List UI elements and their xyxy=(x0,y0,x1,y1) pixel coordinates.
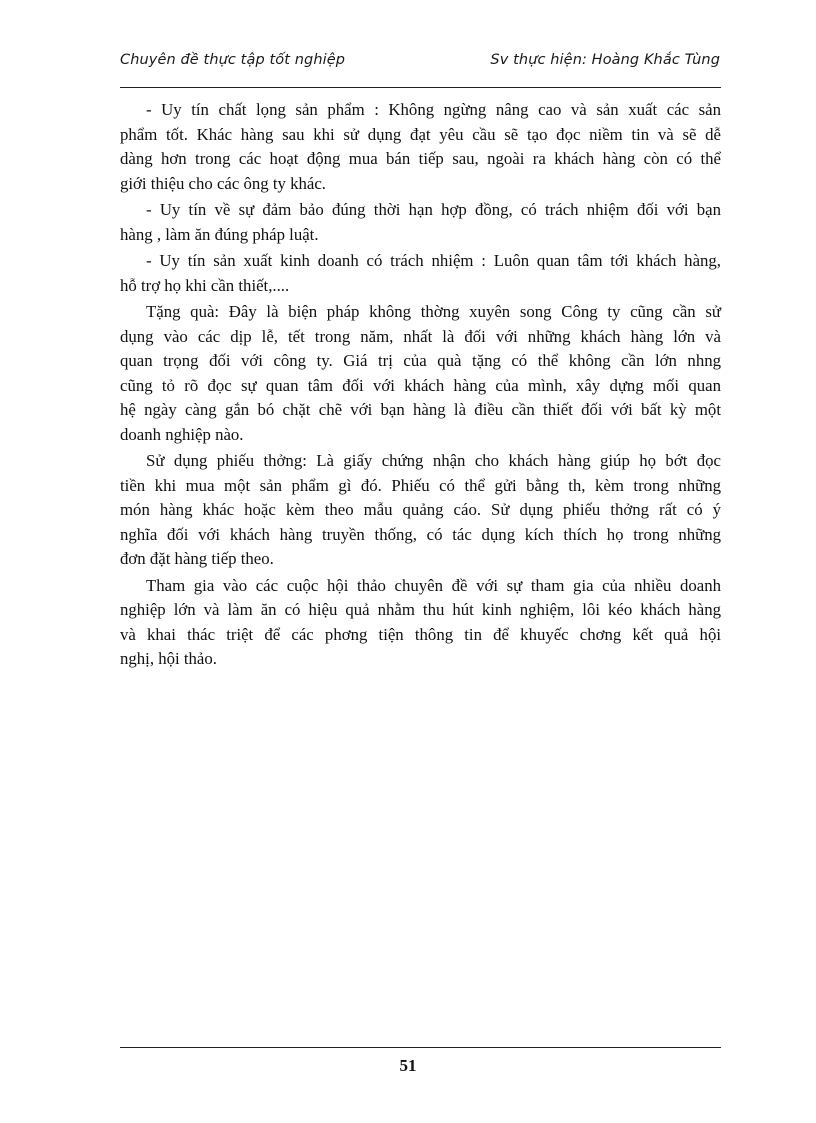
text-line: phẩm tốt. Khác hàng sau khi sử dụng đạt yêu cầu sẽ tạo đọc niềm tin và sẽ dễ xyxy=(120,124,721,144)
text-line: nghị, hội thảo. xyxy=(120,649,217,668)
text-line: Sử dụng phiếu thởng: Là giấy chứng nhận cho khách hàng giúp họ bớt đọc xyxy=(146,451,721,470)
text-line: món hàng khác hoặc kèm theo mẫu quảng cáo. Sử dụng phiếu thởng rất có ý xyxy=(120,500,721,519)
text-line: giới thiệu cho các ông ty khác. xyxy=(120,173,326,193)
paragraph-seminars xyxy=(120,574,721,672)
paragraph-gifts xyxy=(120,300,721,447)
text-line: quan trọng đối với công ty. Giá trị của quà tặng có thể không cần lớn nhng xyxy=(120,351,721,370)
text-line: - Uy tín chất lọng sản phẩm : Không ngừng nâng cao và sản xuất các sản xyxy=(146,100,721,119)
text-line: cũng tỏ rõ đọc sự quan tâm đối với khách hàng của mình, xây dựng mối quan xyxy=(120,375,721,395)
text-line: và khai thác triệt để các phơng tiện thông tin để khuyếc chơng kết quả hội xyxy=(120,624,721,644)
paragraph-contract-reputation xyxy=(120,198,721,247)
text-line: đơn đặt hàng tiếp theo. xyxy=(120,549,274,568)
paragraph-business-reputation xyxy=(120,249,721,298)
text-line: hệ ngày càng gắn bó chặt chẽ với bạn hàng là điều cần thiết đối với bất kỳ một xyxy=(120,400,721,419)
text-line: nghiệp lớn và làm ăn có hiệu quả nhằm thu hút kinh nghiệm, lôi kéo khách hàng xyxy=(120,600,721,619)
text-line: - Uy tín sản xuất kinh doanh có trách nhiệm : Luôn quan tâm tới khách hàng, xyxy=(146,251,721,270)
text-line: Tặng quà: Đây là biện pháp không thờng xuyên song Công ty cũng cần sử xyxy=(146,302,721,321)
text-line: dụng vào các dịp lễ, tết trong năm, nhất là đối với những khách hàng lớn và xyxy=(120,326,721,346)
text-line: tiền khi mua một sản phẩm gì đó. Phiếu có thể gửi bằng th, kèm trong những xyxy=(120,475,721,495)
page-header xyxy=(120,52,720,80)
page-number: 51 xyxy=(399,1056,417,1075)
header-divider xyxy=(120,87,721,88)
text-line: Tham gia vào các cuộc hội thảo chuyên đề với sự tham gia của nhiều doanh xyxy=(146,575,721,595)
header-title: Chuyên đề thực tập tốt nghiệp xyxy=(120,52,346,68)
paragraph-product-reputation xyxy=(120,98,721,196)
text-line: dàng hơn trong các hoạt động mua bán tiếp sau, ngoài ra khách hàng còn có thể xyxy=(120,149,721,168)
paragraph-vouchers xyxy=(120,449,721,572)
header-author: Sv thực hiện: Hoàng Khắc Tùng xyxy=(490,52,720,68)
text-line: hàng , làm ăn đúng pháp luật. xyxy=(120,224,319,244)
text-line: doanh nghiệp nào. xyxy=(120,424,244,444)
footer-divider xyxy=(120,1047,721,1048)
text-line: hỗ trợ họ khi cần thiết,.... xyxy=(120,275,290,295)
document-body xyxy=(120,98,721,672)
text-line: - Uy tín về sự đảm bảo đúng thời hạn hợp đồng, có trách nhiệm đối với bạn xyxy=(146,200,721,219)
text-line: nghĩa đối với khách hàng truyền thống, có tác dụng kích thích họ trong những xyxy=(120,524,721,544)
